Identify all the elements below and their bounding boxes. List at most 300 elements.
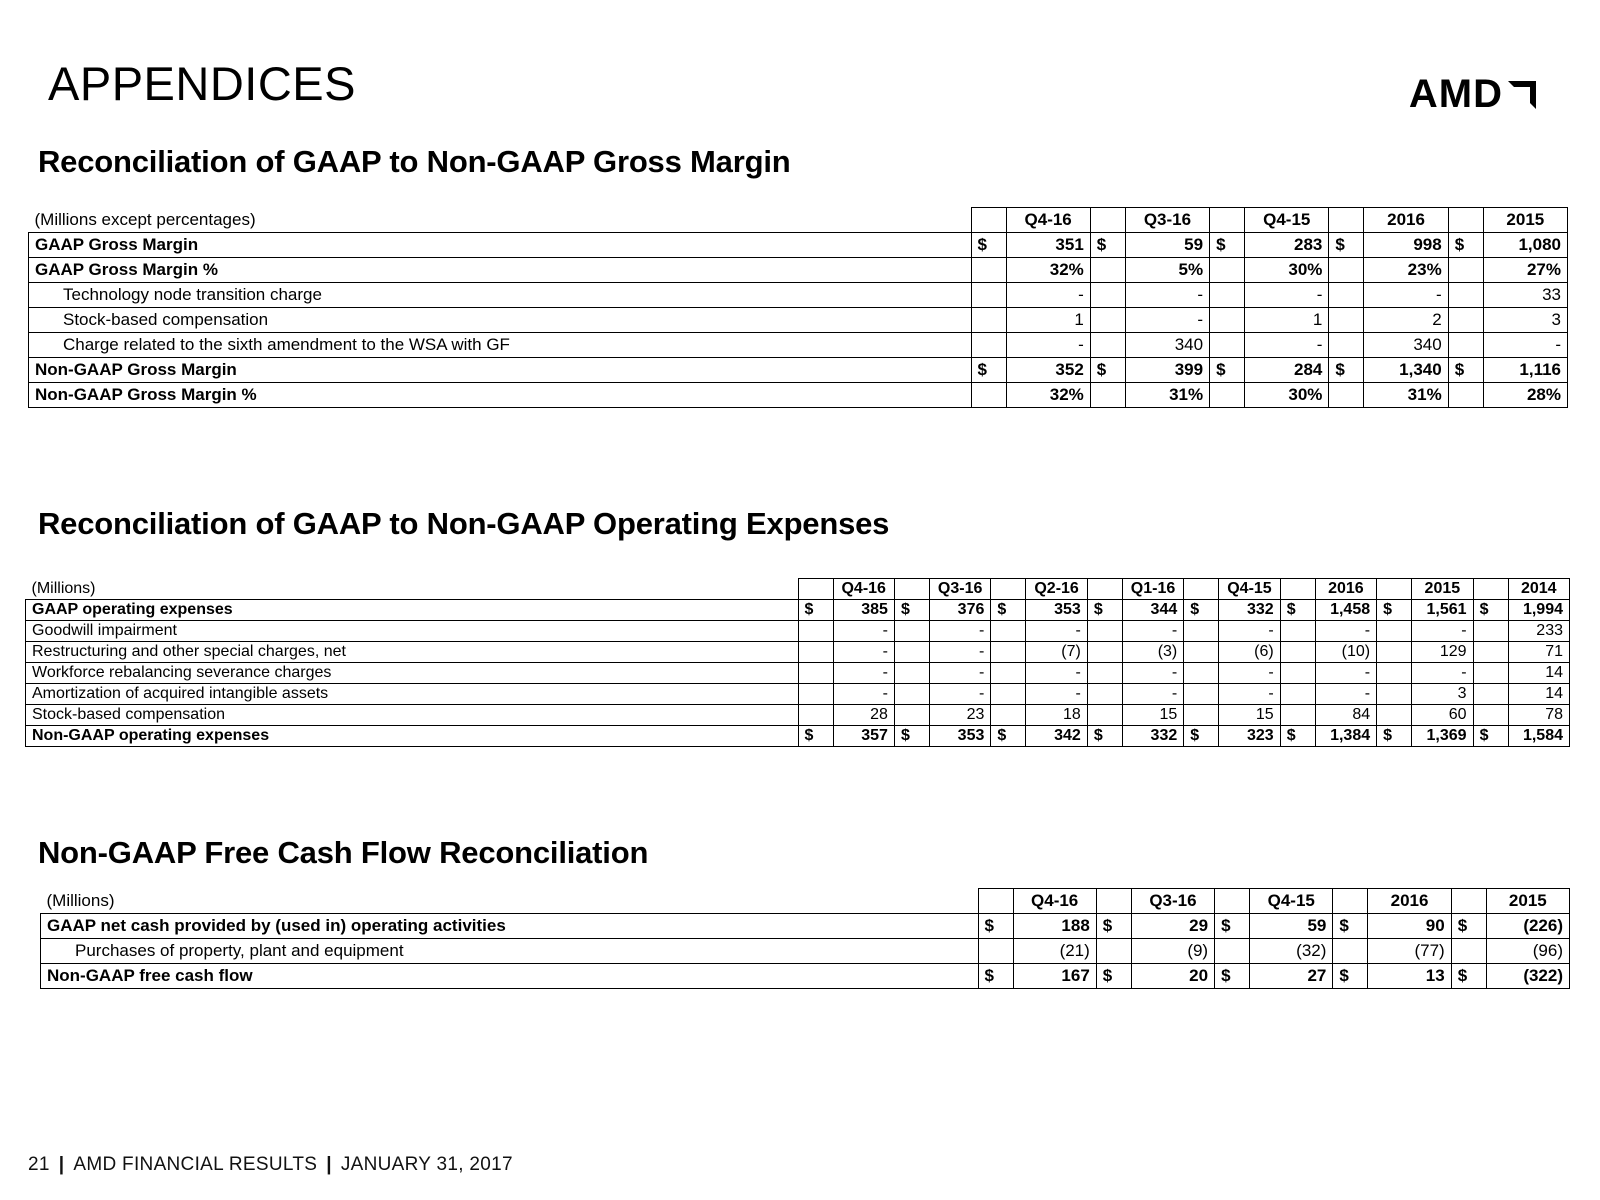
cell-value: - xyxy=(1315,684,1376,705)
table-row xyxy=(26,684,1570,705)
cell-value: - xyxy=(1245,333,1329,358)
cell-value: 332 xyxy=(1122,726,1183,747)
cell-value: 23% xyxy=(1364,258,1448,283)
currency-spacer xyxy=(991,642,1026,663)
cell-value: 3 xyxy=(1412,684,1473,705)
column-header: 2015 xyxy=(1486,889,1569,914)
currency-spacer xyxy=(1280,642,1315,663)
cell-value: 1,561 xyxy=(1412,600,1473,621)
currency-spacer xyxy=(971,258,1006,283)
currency-symbol: $ xyxy=(1333,964,1368,989)
currency-spacer xyxy=(1377,705,1412,726)
currency-spacer xyxy=(798,705,833,726)
currency-symbol: $ xyxy=(1215,964,1250,989)
row-label: Stock-based compensation xyxy=(26,705,799,726)
cell-value: - xyxy=(1315,621,1376,642)
column-header: 2015 xyxy=(1412,579,1473,600)
header-currency-spacer xyxy=(1451,889,1486,914)
header-currency-spacer xyxy=(1096,889,1131,914)
currency-spacer xyxy=(1087,642,1122,663)
currency-symbol: $ xyxy=(1377,600,1412,621)
cell-value: 385 xyxy=(833,600,894,621)
currency-spacer xyxy=(971,383,1006,408)
currency-spacer xyxy=(1210,283,1245,308)
currency-symbol: $ xyxy=(1448,233,1483,258)
table-row xyxy=(26,642,1570,663)
currency-spacer xyxy=(1087,684,1122,705)
cell-value: 353 xyxy=(1026,600,1087,621)
cell-value: 998 xyxy=(1364,233,1448,258)
unit-note-operating-expenses: (Millions) xyxy=(31,579,96,597)
currency-symbol: $ xyxy=(971,358,1006,383)
cell-value: 1,116 xyxy=(1483,358,1567,383)
table-row xyxy=(29,258,1568,283)
cell-value: 31% xyxy=(1125,383,1209,408)
currency-symbol: $ xyxy=(1280,726,1315,747)
currency-symbol: $ xyxy=(894,726,929,747)
cell-value: - xyxy=(1412,621,1473,642)
currency-spacer xyxy=(1087,705,1122,726)
cell-value: 1,458 xyxy=(1315,600,1376,621)
cell-value: 284 xyxy=(1245,358,1329,383)
footer-separator: | xyxy=(58,1154,65,1175)
cell-value: 332 xyxy=(1219,600,1280,621)
currency-spacer xyxy=(1333,939,1368,964)
currency-spacer xyxy=(1215,939,1250,964)
row-label: GAAP operating expenses xyxy=(26,600,799,621)
cell-value: - xyxy=(929,642,990,663)
currency-spacer xyxy=(1087,663,1122,684)
currency-symbol: $ xyxy=(1184,726,1219,747)
currency-symbol: $ xyxy=(1090,358,1125,383)
currency-spacer xyxy=(971,333,1006,358)
cell-value: (226) xyxy=(1486,914,1569,939)
currency-spacer xyxy=(1473,705,1508,726)
cell-value: 399 xyxy=(1125,358,1209,383)
header-currency-spacer xyxy=(1473,579,1508,600)
section-heading-operating-expenses: Reconciliation of GAAP to Non-GAAP Operating Expenses xyxy=(38,506,890,541)
currency-spacer xyxy=(894,705,929,726)
cell-value: 20 xyxy=(1131,964,1214,989)
section-heading-gross-margin: Reconciliation of GAAP to Non-GAAP Gross Margin xyxy=(38,144,791,179)
currency-spacer xyxy=(894,621,929,642)
currency-symbol: $ xyxy=(1210,233,1245,258)
currency-symbol: $ xyxy=(1087,726,1122,747)
currency-spacer xyxy=(894,642,929,663)
row-label: Amortization of acquired intangible assets xyxy=(26,684,799,705)
cell-value: 27% xyxy=(1483,258,1567,283)
cell-value: 353 xyxy=(929,726,990,747)
header-currency-spacer xyxy=(978,889,1013,914)
column-header: Q3-16 xyxy=(929,579,990,600)
header-currency-spacer xyxy=(894,579,929,600)
currency-spacer xyxy=(1448,383,1483,408)
cell-value: - xyxy=(1219,663,1280,684)
cell-value: - xyxy=(833,621,894,642)
table-row xyxy=(26,726,1570,747)
currency-symbol: $ xyxy=(1377,726,1412,747)
cell-value: 1,384 xyxy=(1315,726,1376,747)
currency-spacer xyxy=(798,621,833,642)
row-label: Charge related to the sixth amendment to the WSA with GF xyxy=(29,333,972,358)
cell-value: (3) xyxy=(1122,642,1183,663)
cell-value: 60 xyxy=(1412,705,1473,726)
currency-symbol: $ xyxy=(1448,358,1483,383)
column-header: Q4-15 xyxy=(1250,889,1333,914)
currency-spacer xyxy=(1329,308,1364,333)
currency-spacer xyxy=(1448,283,1483,308)
currency-spacer xyxy=(1473,684,1508,705)
currency-spacer xyxy=(1473,642,1508,663)
header-currency-spacer xyxy=(1087,579,1122,600)
header-currency-spacer xyxy=(1329,208,1364,233)
cell-value: 30% xyxy=(1245,383,1329,408)
currency-spacer xyxy=(1184,663,1219,684)
currency-symbol: $ xyxy=(1090,233,1125,258)
cell-value: 15 xyxy=(1122,705,1183,726)
currency-symbol: $ xyxy=(1210,358,1245,383)
currency-spacer xyxy=(1448,308,1483,333)
page-number: 21 xyxy=(28,1154,50,1175)
header-currency-spacer xyxy=(971,208,1006,233)
cell-value: 1,340 xyxy=(1364,358,1448,383)
currency-spacer xyxy=(971,283,1006,308)
row-label: Non-GAAP free cash flow xyxy=(41,964,979,989)
cell-value: 2 xyxy=(1364,308,1448,333)
currency-spacer xyxy=(1329,383,1364,408)
cell-value: - xyxy=(1483,333,1567,358)
currency-spacer xyxy=(1090,383,1125,408)
row-label: GAAP Gross Margin xyxy=(29,233,972,258)
currency-spacer xyxy=(1096,939,1131,964)
cell-value: 129 xyxy=(1412,642,1473,663)
cell-value: - xyxy=(1122,663,1183,684)
row-label: GAAP Gross Margin % xyxy=(29,258,972,283)
cell-value: 71 xyxy=(1508,642,1569,663)
currency-symbol: $ xyxy=(1087,600,1122,621)
cell-value: 84 xyxy=(1315,705,1376,726)
row-label: Non-GAAP operating expenses xyxy=(26,726,799,747)
section-heading-free-cash-flow: Non-GAAP Free Cash Flow Reconciliation xyxy=(38,835,649,870)
cell-value: 15 xyxy=(1219,705,1280,726)
column-header: 2016 xyxy=(1368,889,1451,914)
currency-spacer xyxy=(894,663,929,684)
header-currency-spacer xyxy=(1280,579,1315,600)
currency-symbol: $ xyxy=(1329,233,1364,258)
currency-spacer xyxy=(798,663,833,684)
cell-value: 18 xyxy=(1026,705,1087,726)
footer xyxy=(28,1154,513,1176)
header-currency-spacer xyxy=(1215,889,1250,914)
cell-value: 352 xyxy=(1006,358,1090,383)
cell-value: - xyxy=(929,684,990,705)
cell-value: - xyxy=(1219,621,1280,642)
cell-value: 1,584 xyxy=(1508,726,1569,747)
currency-symbol: $ xyxy=(991,726,1026,747)
cell-value: - xyxy=(1219,684,1280,705)
cell-value: 32% xyxy=(1006,258,1090,283)
currency-spacer xyxy=(894,684,929,705)
header-currency-spacer xyxy=(991,579,1026,600)
cell-value: 1,369 xyxy=(1412,726,1473,747)
cell-value: - xyxy=(1245,283,1329,308)
cell-value: (9) xyxy=(1131,939,1214,964)
cell-value: 351 xyxy=(1006,233,1090,258)
cell-value: 376 xyxy=(929,600,990,621)
currency-symbol: $ xyxy=(1215,914,1250,939)
cell-value: (32) xyxy=(1250,939,1333,964)
cell-value: (77) xyxy=(1368,939,1451,964)
cell-value: - xyxy=(1026,621,1087,642)
currency-symbol: $ xyxy=(978,964,1013,989)
cell-value: 1,080 xyxy=(1483,233,1567,258)
currency-symbol: $ xyxy=(1333,914,1368,939)
cell-value: (10) xyxy=(1315,642,1376,663)
cell-value: - xyxy=(1026,663,1087,684)
cell-value: - xyxy=(1412,663,1473,684)
currency-spacer xyxy=(991,684,1026,705)
cell-value: 167 xyxy=(1013,964,1096,989)
currency-symbol: $ xyxy=(1451,914,1486,939)
currency-spacer xyxy=(1090,283,1125,308)
row-label: Non-GAAP Gross Margin % xyxy=(29,383,972,408)
table-row xyxy=(26,621,1570,642)
currency-spacer xyxy=(1473,663,1508,684)
table-row xyxy=(29,283,1568,308)
column-header: Q4-16 xyxy=(833,579,894,600)
cell-value: (322) xyxy=(1486,964,1569,989)
table-row xyxy=(26,663,1570,684)
cell-value: 14 xyxy=(1508,684,1569,705)
table-row xyxy=(41,939,1570,964)
currency-spacer xyxy=(1451,939,1486,964)
currency-spacer xyxy=(1184,705,1219,726)
cell-value: 59 xyxy=(1250,914,1333,939)
currency-spacer xyxy=(1329,258,1364,283)
table-row xyxy=(26,600,1570,621)
amd-logo xyxy=(1409,72,1538,117)
currency-symbol: $ xyxy=(1473,726,1508,747)
amd-arrow-icon xyxy=(1506,79,1538,111)
cell-value: 32% xyxy=(1006,383,1090,408)
currency-spacer xyxy=(1184,621,1219,642)
currency-spacer xyxy=(1210,383,1245,408)
row-label: Goodwill impairment xyxy=(26,621,799,642)
column-header: Q4-15 xyxy=(1245,208,1329,233)
currency-spacer xyxy=(991,663,1026,684)
currency-symbol: $ xyxy=(971,233,1006,258)
table-row xyxy=(29,333,1568,358)
currency-spacer xyxy=(1280,663,1315,684)
currency-spacer xyxy=(1448,258,1483,283)
cell-value: 23 xyxy=(929,705,990,726)
cell-value: 29 xyxy=(1131,914,1214,939)
cell-value: 33 xyxy=(1483,283,1567,308)
currency-symbol: $ xyxy=(1096,914,1131,939)
cell-value: 323 xyxy=(1219,726,1280,747)
table-gross-margin xyxy=(28,207,1568,408)
cell-value: 13 xyxy=(1368,964,1451,989)
footer-deck-name: AMD FINANCIAL RESULTS xyxy=(73,1154,318,1175)
currency-symbol: $ xyxy=(978,914,1013,939)
cell-value: - xyxy=(1122,621,1183,642)
row-label: Stock-based compensation xyxy=(29,308,972,333)
cell-value: 14 xyxy=(1508,663,1569,684)
currency-spacer xyxy=(1329,333,1364,358)
currency-spacer xyxy=(798,684,833,705)
currency-symbol: $ xyxy=(1096,964,1131,989)
currency-spacer xyxy=(1448,333,1483,358)
table-row xyxy=(29,383,1568,408)
currency-spacer xyxy=(1377,642,1412,663)
header-currency-spacer xyxy=(1333,889,1368,914)
cell-value: - xyxy=(833,642,894,663)
column-header: Q4-16 xyxy=(1006,208,1090,233)
column-header: 2014 xyxy=(1508,579,1569,600)
column-header: 2015 xyxy=(1483,208,1567,233)
currency-spacer xyxy=(1377,663,1412,684)
currency-spacer xyxy=(1184,684,1219,705)
table-header-row xyxy=(26,579,1570,600)
currency-spacer xyxy=(971,308,1006,333)
cell-value: (6) xyxy=(1219,642,1280,663)
currency-symbol: $ xyxy=(1280,600,1315,621)
currency-spacer xyxy=(1090,308,1125,333)
cell-value: 90 xyxy=(1368,914,1451,939)
currency-spacer xyxy=(1210,258,1245,283)
cell-value: - xyxy=(1364,283,1448,308)
column-header: Q4-16 xyxy=(1013,889,1096,914)
cell-value: 1 xyxy=(1006,308,1090,333)
cell-value: - xyxy=(833,663,894,684)
currency-spacer xyxy=(1184,642,1219,663)
cell-value: 340 xyxy=(1125,333,1209,358)
currency-spacer xyxy=(1210,308,1245,333)
currency-spacer xyxy=(1087,621,1122,642)
currency-symbol: $ xyxy=(1473,600,1508,621)
cell-value: 1 xyxy=(1245,308,1329,333)
currency-spacer xyxy=(1090,258,1125,283)
cell-value: 28% xyxy=(1483,383,1567,408)
cell-value: 188 xyxy=(1013,914,1096,939)
cell-value: - xyxy=(1026,684,1087,705)
cell-value: - xyxy=(929,663,990,684)
cell-value: - xyxy=(1125,308,1209,333)
header-currency-spacer xyxy=(1184,579,1219,600)
currency-spacer xyxy=(991,705,1026,726)
table-row xyxy=(41,964,1570,989)
table-row xyxy=(29,233,1568,258)
currency-spacer xyxy=(1473,621,1508,642)
currency-spacer xyxy=(1280,621,1315,642)
cell-value: - xyxy=(1315,663,1376,684)
unit-note-free-cash-flow: (Millions) xyxy=(46,890,115,910)
cell-value: 283 xyxy=(1245,233,1329,258)
row-label: Workforce rebalancing severance charges xyxy=(26,663,799,684)
currency-symbol: $ xyxy=(991,600,1026,621)
currency-spacer xyxy=(798,642,833,663)
table-header-row xyxy=(29,208,1568,233)
column-header: Q3-16 xyxy=(1131,889,1214,914)
row-label: GAAP net cash provided by (used in) operating activities xyxy=(41,914,979,939)
column-header: Q2-16 xyxy=(1026,579,1087,600)
cell-value: 28 xyxy=(833,705,894,726)
currency-symbol: $ xyxy=(798,726,833,747)
cell-value: (21) xyxy=(1013,939,1096,964)
currency-spacer xyxy=(1377,621,1412,642)
cell-value: 233 xyxy=(1508,621,1569,642)
header-currency-spacer xyxy=(1448,208,1483,233)
cell-value: - xyxy=(833,684,894,705)
currency-symbol: $ xyxy=(894,600,929,621)
column-header: 2016 xyxy=(1315,579,1376,600)
column-header: Q1-16 xyxy=(1122,579,1183,600)
footer-date: JANUARY 31, 2017 xyxy=(340,1154,513,1175)
unit-note-gross-margin: (Millions except percentages) xyxy=(34,209,256,229)
cell-value: 3 xyxy=(1483,308,1567,333)
cell-value: 342 xyxy=(1026,726,1087,747)
cell-value: 78 xyxy=(1508,705,1569,726)
row-label: Restructuring and other special charges, net xyxy=(26,642,799,663)
cell-value: 59 xyxy=(1125,233,1209,258)
page-title: APPENDICES xyxy=(48,57,356,110)
cell-value: 340 xyxy=(1364,333,1448,358)
currency-spacer xyxy=(1329,283,1364,308)
cell-value: - xyxy=(1006,283,1090,308)
cell-value: 30% xyxy=(1245,258,1329,283)
cell-value: 357 xyxy=(833,726,894,747)
row-label: Purchases of property, plant and equipment xyxy=(41,939,979,964)
currency-symbol: $ xyxy=(1451,964,1486,989)
currency-spacer xyxy=(1280,705,1315,726)
amd-logo-text: AMD xyxy=(1408,72,1503,116)
cell-value: - xyxy=(1006,333,1090,358)
cell-value: - xyxy=(1122,684,1183,705)
row-label: Technology node transition charge xyxy=(29,283,972,308)
currency-spacer xyxy=(978,939,1013,964)
table-row xyxy=(29,358,1568,383)
cell-value: 1,994 xyxy=(1508,600,1569,621)
cell-value: 5% xyxy=(1125,258,1209,283)
currency-spacer xyxy=(1090,333,1125,358)
currency-symbol: $ xyxy=(1329,358,1364,383)
footer-separator: | xyxy=(326,1154,332,1175)
column-header: 2016 xyxy=(1364,208,1448,233)
table-free-cash-flow xyxy=(40,888,1570,989)
table-header-row xyxy=(41,889,1570,914)
cell-value: 344 xyxy=(1122,600,1183,621)
currency-spacer xyxy=(1280,684,1315,705)
column-header: Q4-15 xyxy=(1219,579,1280,600)
header-currency-spacer xyxy=(1377,579,1412,600)
currency-symbol: $ xyxy=(1184,600,1219,621)
cell-value: - xyxy=(1125,283,1209,308)
table-row xyxy=(29,308,1568,333)
currency-spacer xyxy=(1377,684,1412,705)
cell-value: (96) xyxy=(1486,939,1569,964)
currency-spacer xyxy=(1210,333,1245,358)
cell-value: - xyxy=(929,621,990,642)
cell-value: 31% xyxy=(1364,383,1448,408)
column-header: Q3-16 xyxy=(1125,208,1209,233)
currency-spacer xyxy=(991,621,1026,642)
cell-value: 27 xyxy=(1250,964,1333,989)
header-currency-spacer xyxy=(798,579,833,600)
cell-value: (7) xyxy=(1026,642,1087,663)
currency-symbol: $ xyxy=(798,600,833,621)
table-row xyxy=(26,705,1570,726)
table-row xyxy=(41,914,1570,939)
